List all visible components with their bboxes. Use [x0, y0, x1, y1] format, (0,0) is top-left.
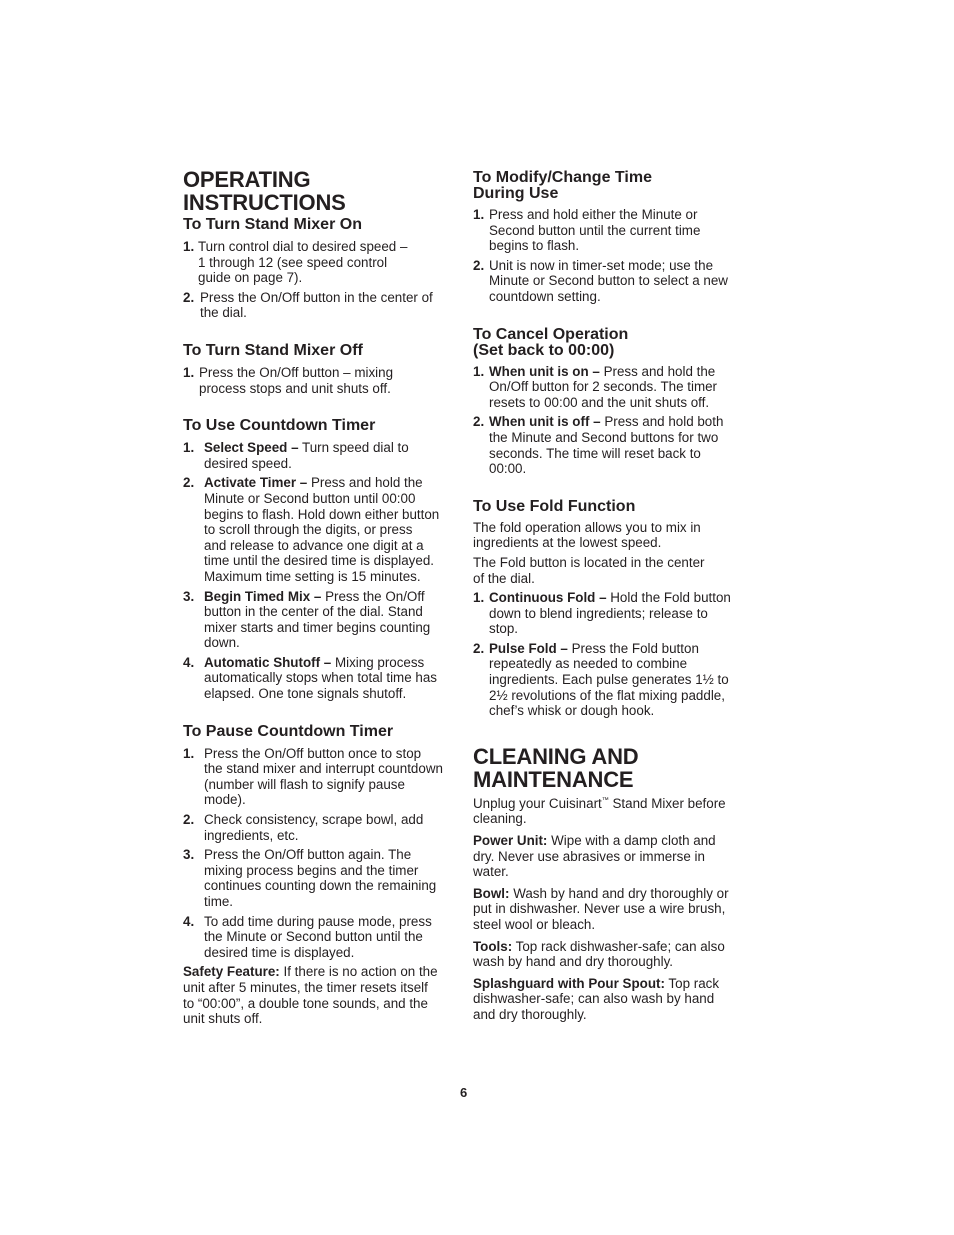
splashguard-paragraph: Splashguard with Pour Spout: Top rack dishwasher-safe; can also wash by hand and dry thoroughly.	[473, 975, 720, 1022]
list-item: 1. Turn control dial to desired speed – 1 through 12 (see speed control guide on page 7).	[183, 239, 408, 286]
list-item: 1. Press the On/Off button once to stop the stand mixer and interrupt countdown (number will flash to signify pause mode).	[183, 745, 443, 808]
list-item: 2. Pulse Fold – Press the Fold button repeatedly as needed to combine ingredients. Each pulse generates 1½ to 2½ revolutions of the flat mixing paddle, chef’s whisk or dough hook.	[473, 640, 729, 719]
list-item: 2. Activate Timer – Press and hold the Minute or Second button until 00:00 begins to flash. Hold down either button to scroll through the digits, or press and release to advance one digit at a time until the desired time is displayed. Maximum time setting is 15 minutes.	[183, 475, 440, 584]
fold-paragraph: The Fold button is located in the center of the dial.	[473, 554, 705, 586]
fold-heading: To Use Fold Function	[473, 497, 636, 515]
safety-feature-paragraph: Safety Feature: If there is no action on the unit after 5 minutes, the timer resets itself to “00:00”, a double tone sounds, and the unit shuts off.	[183, 964, 438, 1027]
turn-off-heading: To Turn Stand Mixer Off	[183, 341, 363, 359]
pause-list	[183, 746, 458, 961]
list-item: 1. Press the On/Off button – mixing process stops and unit shuts off.	[183, 364, 394, 396]
countdown-list	[183, 440, 458, 702]
modify-list	[473, 207, 748, 305]
turn-off-list	[183, 365, 458, 396]
power-unit-paragraph: Power Unit: Wipe with a damp cloth and dry. Never use abrasives or immerse in water.	[473, 833, 716, 880]
countdown-heading: To Use Countdown Timer	[183, 417, 376, 435]
turn-on-list	[183, 239, 458, 321]
fold-paragraph: The fold operation allows you to mix in ingredients at the lowest speed.	[473, 519, 701, 551]
operating-instructions-title: OPERATING INSTRUCTIONS	[183, 167, 346, 215]
list-item: 1. Press and hold either the Minute or Second button until the current time begins to flash.	[473, 207, 701, 254]
list-item: 2. When unit is off – Press and hold both the Minute and Second buttons for two seconds. The time will reset back to 00:00.	[473, 414, 724, 477]
right-column	[473, 170, 748, 1023]
cleaning-maintenance-title: CLEANING AND MAINTENANCE	[473, 743, 639, 792]
list-item: 2. Unit is now in timer-set mode; use the Minute or Second button to select a new countdown setting.	[473, 257, 728, 304]
turn-on-heading: To Turn Stand Mixer On	[183, 216, 362, 233]
list-item: 4. To add time during pause mode, press the Minute or Second button until the desired time is displayed.	[183, 913, 432, 960]
list-item: 2. Press the On/Off button in the center of the dial.	[183, 289, 433, 321]
list-item: 4. Automatic Shutoff – Mixing process automatically stops when total time has elapsed. One tone signals shutoff.	[183, 654, 437, 702]
bowl-paragraph: Bowl: Wash by hand and dry thoroughly or put in dishwasher. Never use a wire brush, steel wool or bleach.	[473, 885, 729, 932]
pause-heading: To Pause Countdown Timer	[183, 722, 394, 740]
list-item: 1. When unit is on – Press and hold the On/Off button for 2 seconds. The timer resets to 00:00 and the unit shuts off.	[473, 363, 718, 410]
page-number: 6	[460, 1085, 468, 1100]
list-item: 3. Begin Timed Mix – Press the On/Off button in the center of the dial. Stand mixer starts and timer begins counting down.	[183, 588, 431, 651]
left-column	[183, 168, 458, 1027]
list-item: 1. Select Speed – Turn speed dial to desired speed.	[183, 440, 409, 471]
modify-heading: To Modify/Change Time During Use	[473, 169, 652, 202]
cancel-list	[473, 364, 748, 477]
cleaning-intro: Unplug your Cuisinart™ Stand Mixer before cleaning.	[473, 795, 726, 827]
fold-list	[473, 590, 748, 719]
tools-paragraph: Tools: Top rack dishwasher-safe; can also wash by hand and dry thoroughly.	[473, 938, 725, 970]
list-item: 1. Continuous Fold – Hold the Fold button down to blend ingredients; release to stop.	[473, 590, 731, 637]
list-item: 3. Press the On/Off button again. The mixing process begins and the timer continues counting down the remaining time.	[183, 847, 437, 909]
cancel-heading: To Cancel Operation (Set back to 00:00)	[473, 325, 629, 359]
list-item: 2. Check consistency, scrape bowl, add ingredients, etc.	[183, 812, 424, 843]
